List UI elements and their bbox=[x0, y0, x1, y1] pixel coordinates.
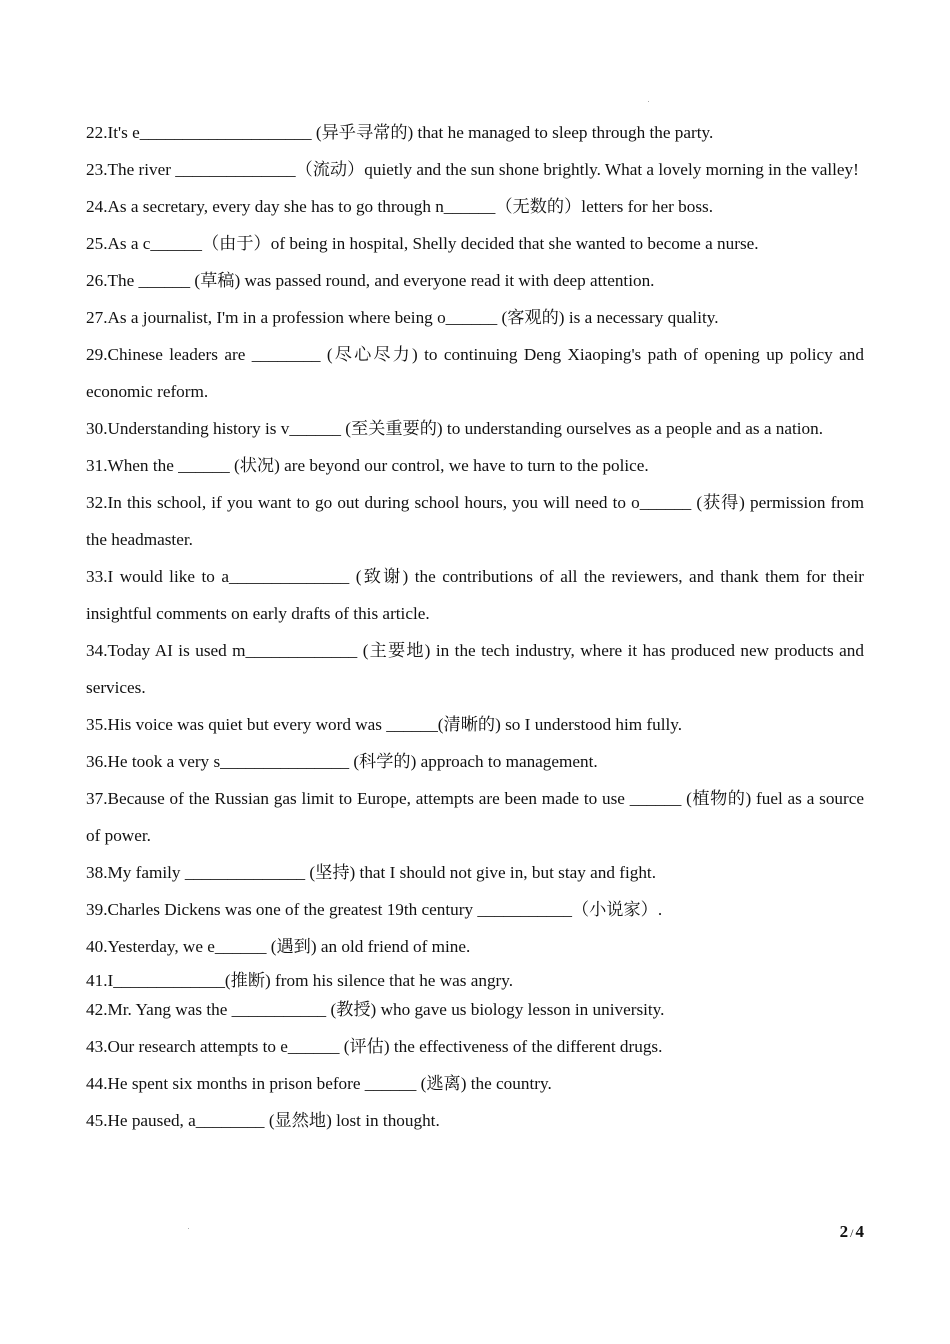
question-24: 24.As a secretary, every day she has to go through n______（无数的）letters for her boss. bbox=[86, 197, 714, 216]
question-26: 26.The ______ (草稿) was passed round, and everyone read it with deep attention. bbox=[86, 271, 655, 290]
question-37: 37.Because of the Russian gas limit to Europe, attempts are been made to use ______ (植物的) fuel as a source of power. bbox=[86, 789, 864, 845]
page-separator: / bbox=[850, 1226, 854, 1240]
scan-speck bbox=[188, 1228, 189, 1229]
question-41: 41.I_____________(推断) from his silence that he was angry. bbox=[86, 971, 514, 990]
question-23: 23.The river ______________（流动）quietly and the sun shone brightly. What a lovely morning in the valley! bbox=[86, 160, 859, 179]
question-22: 22.It's e____________________ (异乎寻常的) that he managed to sleep through the party. bbox=[86, 123, 714, 142]
scan-speck bbox=[648, 101, 649, 102]
question-44: 44.He spent six months in prison before ______ (逃离) the country. bbox=[86, 1074, 552, 1093]
question-36: 36.He took a very s_______________ (科学的) approach to management. bbox=[86, 752, 598, 771]
page-total: 4 bbox=[855, 1222, 864, 1241]
page-current: 2 bbox=[839, 1222, 849, 1241]
question-31: 31.When the ______ (状况) are beyond our control, we have to turn to the police. bbox=[86, 456, 649, 475]
question-25: 25.As a c______（由于）of being in hospital, Shelly decided that she wanted to become a nurse. bbox=[86, 234, 759, 253]
question-32: 32.In this school, if you want to go out during school hours, you will need to o______ (获得) permission from the headmaster. bbox=[86, 493, 864, 549]
question-38: 38.My family ______________ (坚持) that I should not give in, but stay and fight. bbox=[86, 863, 656, 882]
question-35: 35.His voice was quiet but every word was ______(清晰的) so I understood him fully. bbox=[86, 715, 683, 734]
question-27: 27.As a journalist, I'm in a profession where being o______ (客观的) is a necessary quality. bbox=[86, 308, 719, 327]
question-29: 29.Chinese leaders are ________ (尽心尽力) to continuing Deng Xiaoping's path of opening up policy and economic reform. bbox=[86, 345, 864, 401]
question-43: 43.Our research attempts to e______ (评估) the effectiveness of the different drugs. bbox=[86, 1037, 663, 1056]
question-40: 40.Yesterday, we e______ (遇到) an old friend of mine. bbox=[86, 937, 471, 956]
question-42: 42.Mr. Yang was the ___________ (教授) who gave us biology lesson in university. bbox=[86, 1000, 665, 1019]
question-34: 34.Today AI is used m_____________ (主要地) in the tech industry, where it has produced new products and services. bbox=[86, 641, 864, 697]
question-39: 39.Charles Dickens was one of the greatest 19th century ___________（小说家）. bbox=[86, 900, 663, 919]
question-30: 30.Understanding history is v______ (至关重要的) to understanding ourselves as a people and as a nation. bbox=[86, 419, 824, 438]
question-45: 45.He paused, a________ (显然地) lost in thought. bbox=[86, 1111, 440, 1130]
question-list bbox=[86, 114, 864, 1139]
question-33: 33.I would like to a______________ (致谢) the contributions of all the reviewers, and thank them for their insightful comments on early drafts of this article. bbox=[86, 567, 864, 623]
page-number bbox=[840, 1222, 864, 1242]
